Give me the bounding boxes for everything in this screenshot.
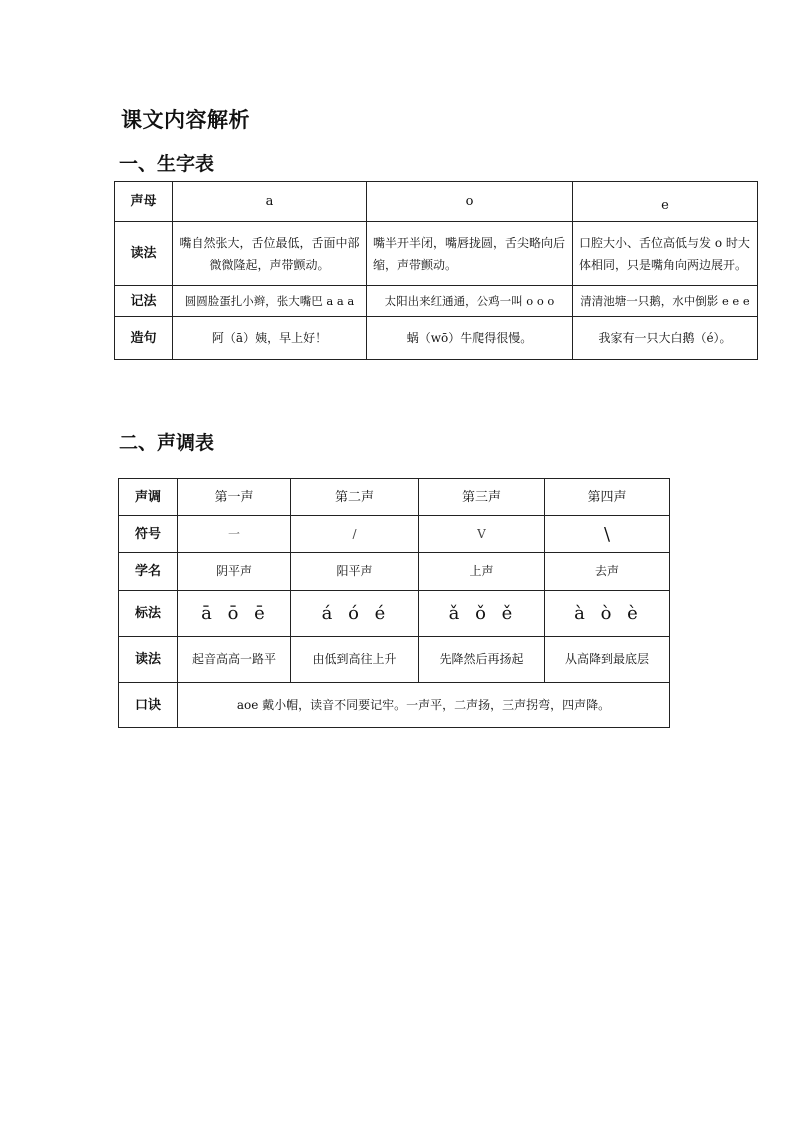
row-header-memory: 记法: [115, 286, 173, 317]
reading-a: 嘴自然张大，舌位最低，舌面中部微微隆起，声带颤动。: [173, 222, 367, 286]
tone-4-name: 去声: [545, 553, 670, 591]
sentence-a: 阿（ā）姨，早上好！: [173, 317, 367, 360]
reading-e: 口腔大小、舌位高低与发 o 时大体相同，只是嘴角向两边展开。: [573, 222, 758, 286]
tone-2-marks: á ó é: [291, 591, 419, 637]
tone-4-header: 第四声: [545, 479, 670, 516]
row-header-tone: 声调: [119, 479, 178, 516]
tone-4-symbol: \: [545, 516, 670, 553]
table-row: [119, 683, 670, 728]
sentence-o: 蜗（wō）牛爬得很慢。: [367, 317, 573, 360]
tone-3-reading: 先降然后再扬起: [419, 637, 545, 683]
row-header-reading: 读法: [119, 637, 178, 683]
memory-a: 圆圆脸蛋扎小辫，张大嘴巴 a a a: [173, 286, 367, 317]
table-row: [119, 637, 670, 683]
tone-1-marks: ā ō ē: [178, 591, 291, 637]
tone-3-symbol: V: [419, 516, 545, 553]
section-title-vowels: 一、生字表: [119, 153, 215, 175]
row-header-symbol: 符号: [119, 516, 178, 553]
vowel-o-header: o: [367, 182, 573, 222]
reading-o: 嘴半开半闭，嘴唇拢圆，舌尖略向后缩，声带颤动。: [367, 222, 573, 286]
row-header-sentence: 造句: [115, 317, 173, 360]
tone-2-symbol: /: [291, 516, 419, 553]
memory-e: 清清池塘一只鹅，水中倒影 e e e: [573, 286, 758, 317]
row-header-mnemonic: 口诀: [119, 683, 178, 728]
table-row: [119, 591, 670, 637]
tone-1-symbol: 一: [178, 516, 291, 553]
table-row: [119, 479, 670, 516]
sentence-e: 我家有一只大白鹅（é）。: [573, 317, 758, 360]
tone-2-header: 第二声: [291, 479, 419, 516]
row-header-name: 学名: [119, 553, 178, 591]
vowel-e-header: e: [573, 182, 758, 222]
vowel-table: [114, 181, 758, 360]
table-row: [115, 222, 758, 286]
page-title: 课文内容解析: [121, 107, 250, 132]
tone-3-marks: ǎ ǒ ě: [419, 591, 545, 637]
row-header-marking: 标法: [119, 591, 178, 637]
tone-3-name: 上声: [419, 553, 545, 591]
row-header-reading: 读法: [115, 222, 173, 286]
row-header-initial: 声母: [115, 182, 173, 222]
vowel-a-header: a: [173, 182, 367, 222]
tone-mnemonic: aoe 戴小帽，读音不同要记牢。一声平，二声扬，三声拐弯，四声降。: [178, 683, 670, 728]
tone-1-name: 阴平声: [178, 553, 291, 591]
memory-o: 太阳出来红通通，公鸡一叫 o o o: [367, 286, 573, 317]
table-row: [115, 317, 758, 360]
table-row: [115, 286, 758, 317]
table-row: [119, 516, 670, 553]
section-title-tones: 二、声调表: [119, 432, 215, 454]
tone-3-header: 第三声: [419, 479, 545, 516]
tone-1-reading: 起音高高一路平: [178, 637, 291, 683]
tone-2-name: 阳平声: [291, 553, 419, 591]
tone-4-reading: 从高降到最底层: [545, 637, 670, 683]
tone-2-reading: 由低到高往上升: [291, 637, 419, 683]
table-row: [115, 182, 758, 222]
table-row: [119, 553, 670, 591]
tone-1-header: 第一声: [178, 479, 291, 516]
tone-4-marks: à ò è: [545, 591, 670, 637]
tone-table: [118, 478, 670, 728]
